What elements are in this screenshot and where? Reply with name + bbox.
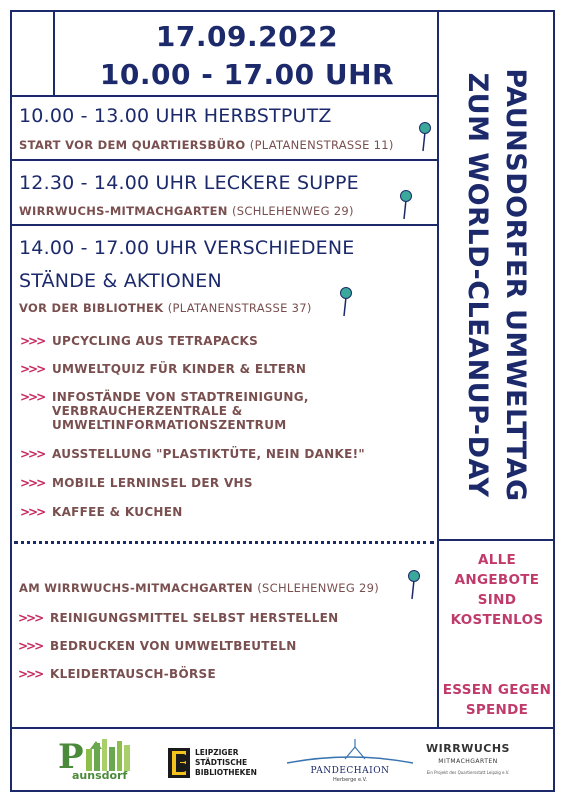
section-suppe-location bbox=[19, 204, 354, 218]
free-note-line: ANGEBOTE bbox=[454, 572, 540, 588]
location-name: VOR DER BIBLIOTHEK bbox=[19, 301, 164, 315]
location-name: AM WIRRWUCHS-MITMACHGARTEN bbox=[19, 581, 253, 595]
list-item-label: INFOSTÄNDE VON STADTREINIGUNG, VERBRAUCHERZENTRALE & UMWELTINFORMATIONSZENTRUM bbox=[52, 390, 309, 432]
wirrwuchs-logo bbox=[418, 740, 518, 784]
arrow-icon: >>> bbox=[18, 611, 43, 625]
paunsdorf-logo-initial: P bbox=[58, 737, 84, 777]
map-pin-icon bbox=[400, 190, 412, 220]
arrow-icon: >>> bbox=[20, 390, 45, 404]
location-address: (SCHLEHENWEG 29) bbox=[232, 204, 354, 218]
list-item-label: UPCYCLING AUS TETRAPACKS bbox=[52, 334, 259, 348]
map-pin-icon bbox=[340, 287, 352, 317]
section-staende-title-line2: STÄNDE & AKTIONEN bbox=[19, 270, 222, 292]
location-name: START VOR DEM QUARTIERSBÜRO bbox=[19, 138, 246, 152]
arrow-icon: >>> bbox=[20, 447, 45, 461]
event-date: 17.09.2022 bbox=[155, 20, 339, 53]
garden-location bbox=[19, 581, 379, 595]
section-herbstputz-location bbox=[19, 138, 394, 152]
section2-divider bbox=[10, 224, 438, 226]
arrow-icon: >>> bbox=[20, 505, 45, 519]
list-item-label: BEDRUCKEN VON UMWELTBEUTELN bbox=[50, 639, 297, 653]
pandechaion-logo-graphic bbox=[285, 737, 415, 767]
pandechaion-logo-sub: Herberge e.V. bbox=[333, 777, 367, 783]
section-staende-title-line1: 14.00 - 17.00 UHR VERSCHIEDENE bbox=[19, 237, 355, 259]
arrow-icon: >>> bbox=[18, 639, 43, 653]
donation-note-line: SPENDE bbox=[465, 702, 529, 718]
arrow-icon: >>> bbox=[20, 476, 45, 490]
paunsdorf-logo bbox=[56, 735, 138, 785]
free-note-line: KOSTENLOS bbox=[450, 612, 544, 628]
arrow-icon: >>> bbox=[18, 667, 43, 681]
free-note-line: ALLE bbox=[477, 552, 517, 568]
list-item-label: MOBILE LERNINSEL DER VHS bbox=[52, 476, 253, 490]
free-offers-note bbox=[439, 550, 555, 630]
paunsdorf-logo-text: aunsdorf bbox=[72, 769, 128, 782]
wirrwuchs-logo-text: WIRRWUCHS bbox=[426, 742, 510, 755]
library-logo-line: LEIPZIGER bbox=[195, 748, 239, 757]
donation-note bbox=[439, 680, 555, 720]
side-title bbox=[449, 40, 541, 530]
wirrwuchs-logo-note: Ein Projekt des Quartiersstatt Leipzig e.V. bbox=[426, 770, 510, 775]
header-bottom-divider bbox=[10, 95, 438, 97]
garden-dotted-divider bbox=[14, 541, 434, 544]
section-herbstputz-title: 10.00 - 13.00 UHR HERBSTPUTZ bbox=[19, 105, 332, 127]
location-address: (PLATANENSTRASSE 37) bbox=[167, 301, 312, 315]
free-note-line: SIND bbox=[477, 592, 517, 608]
location-address: (PLATANENSTRASSE 11) bbox=[249, 138, 394, 152]
list-item-label: REINIGUNGSMITTEL SELBST HERSTELLEN bbox=[50, 611, 339, 625]
location-name: WIRRWUCHS-MITMACHGARTEN bbox=[19, 204, 228, 218]
map-pin-icon bbox=[419, 122, 431, 152]
section-staende-location bbox=[19, 301, 312, 315]
footer-divider bbox=[10, 727, 555, 729]
library-logo-mark bbox=[168, 748, 190, 778]
list-item-label: KLEIDERTAUSCH-BÖRSE bbox=[50, 667, 216, 681]
list-item-label: AUSSTELLUNG "PLASTIKTÜTE, NEIN DANKE!" bbox=[52, 447, 365, 461]
section-suppe-title: 12.30 - 14.00 UHR LECKERE SUPPE bbox=[19, 172, 359, 194]
pandechaion-logo bbox=[285, 737, 415, 787]
library-logo-line: STÄDTISCHE bbox=[195, 758, 248, 767]
arrow-icon: >>> bbox=[20, 362, 45, 376]
arrow-icon: >>> bbox=[20, 334, 45, 348]
side-title-line2: ZUM WORLD-CLEANUP-DAY bbox=[462, 72, 493, 498]
library-logo-line: BIBLIOTHEKEN bbox=[195, 768, 257, 777]
location-address: (SCHLEHENWEG 29) bbox=[257, 581, 380, 595]
library-logo bbox=[168, 746, 268, 780]
pandechaion-logo-text: PANDECHAION bbox=[310, 766, 390, 776]
list-item-label: KAFFEE & KUCHEN bbox=[52, 505, 183, 519]
list-item-label: UMWELTQUIZ FÜR KINDER & ELTERN bbox=[52, 362, 307, 376]
header-left-divider bbox=[53, 10, 55, 96]
wirrwuchs-logo-sub: MITMACHGARTEN bbox=[438, 758, 498, 765]
section1-divider bbox=[10, 159, 438, 161]
side-column-split bbox=[437, 539, 555, 541]
map-pin-icon bbox=[408, 570, 420, 600]
event-time: 10.00 - 17.00 UHR bbox=[99, 58, 395, 91]
donation-note-line: ESSEN GEGEN bbox=[442, 682, 552, 698]
side-title-line1: PAUNSDORFER UMWELTTAG bbox=[500, 68, 531, 502]
